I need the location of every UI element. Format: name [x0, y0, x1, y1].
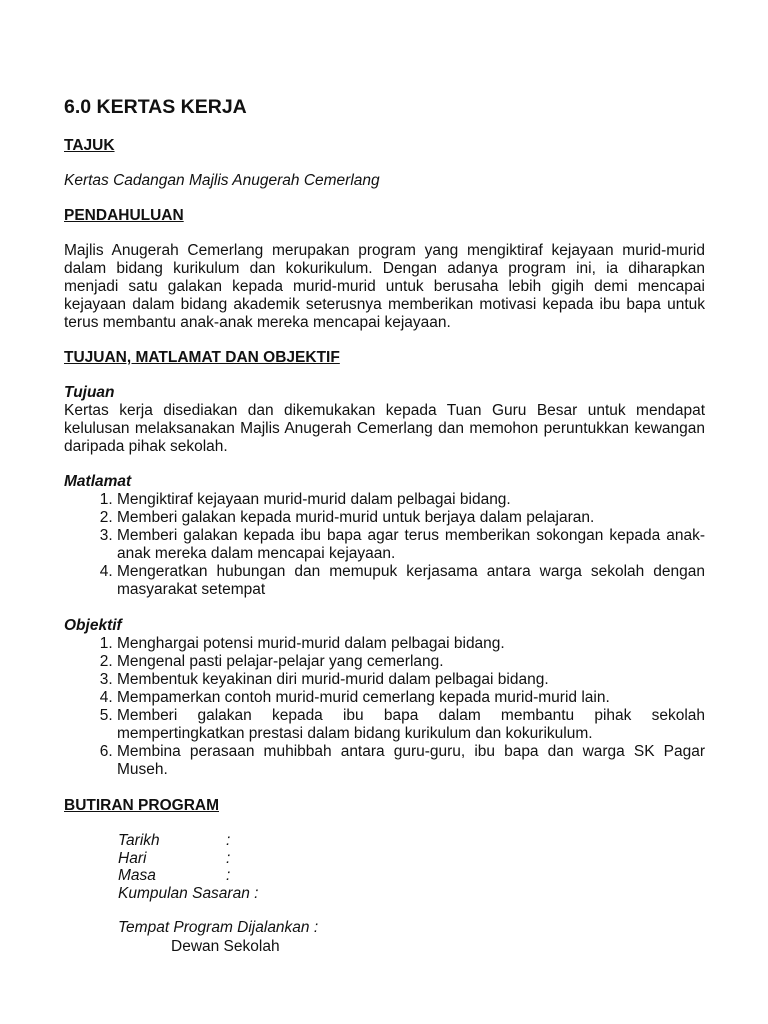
masa-colon: :	[226, 867, 231, 884]
section-pendahuluan-label: PENDAHULUAN	[64, 207, 184, 224]
section-tujuan-label: TUJUAN, MATLAMAT DAN OBJEKTIF	[64, 349, 340, 366]
hari-colon: :	[226, 849, 231, 867]
list-item: 2. Memberi galakan kepada murid-murid untuk berjaya dalam pelajaran.	[117, 509, 705, 527]
tarikh-label: Tarikh	[118, 832, 160, 849]
list-item: 4. Mempamerkan contoh murid-murid cemerlang kepada murid-murid lain.	[117, 689, 705, 707]
detail-row-hari	[118, 850, 705, 868]
pendahuluan-paragraph: Majlis Anugerah Cemerlang merupakan program yang mengiktiraf kejayaan murid-murid dalam bidang kurikulum dan kokurikulum. Dengan adanya program ini, ia diharapkan menjadi satu galakan kepada murid-murid untuk berusaha lebih gigih demi mencapai kejayaan dalam bidang akademik seterusnya memberikan motivasi kepada ibu bapa untuk terus membantu anak-anak mereka mencapai kejayaan.	[64, 242, 705, 331]
list-item: 3. Membentuk keyakinan diri murid-murid dalam pelbagai bidang.	[117, 671, 705, 689]
document-heading: 6.0 KERTAS KERJA	[64, 96, 247, 118]
objektif-sublabel: Objektif	[64, 617, 122, 634]
detail-spacer	[118, 902, 705, 919]
proposal-title: Kertas Cadangan Majlis Anugerah Cemerlang	[64, 172, 380, 189]
kumpulan-sasaran-label: Kumpulan Sasaran :	[118, 884, 259, 902]
tujuan-sublabel: Tujuan	[64, 384, 115, 401]
matlamat-sublabel: Matlamat	[64, 473, 132, 490]
tempat-value: Dewan Sekolah	[171, 937, 280, 955]
program-details	[118, 832, 705, 956]
list-item: 6. Membina perasaan muhibbah antara guru-guru, ibu bapa dan warga SK Pagar Museh.	[117, 743, 705, 779]
objektif-list	[64, 635, 705, 779]
section-butiran-label: BUTIRAN PROGRAM	[64, 797, 219, 814]
detail-row-kumpulan	[118, 885, 705, 903]
list-item: 5. Memberi galakan kepada ibu bapa dalam membantu pihak sekolah mempertingkatkan prestasi dalam bidang kurikulum dan kokurikulum.	[117, 707, 705, 743]
section-tajuk-label: TAJUK	[64, 137, 115, 154]
detail-row-tarikh	[118, 832, 705, 850]
tempat-label: Tempat Program Dijalankan :	[118, 919, 319, 936]
list-item: 1. Menghargai potensi murid-murid dalam pelbagai bidang.	[117, 635, 705, 653]
tarikh-colon: :	[226, 832, 231, 849]
list-item: 4. Mengeratkan hubungan dan memupuk kerjasama antara warga sekolah dengan masyarakat setempat	[117, 563, 705, 599]
detail-row-masa	[118, 867, 705, 885]
hari-label: Hari	[118, 849, 147, 867]
detail-row-tempat	[118, 919, 705, 937]
masa-label: Masa	[118, 867, 156, 884]
list-item: 3. Memberi galakan kepada ibu bapa agar terus memberikan sokongan kepada anak-anak mereka dalam mencapai kejayaan.	[117, 527, 705, 563]
tujuan-paragraph: Kertas kerja disediakan dan dikemukakan kepada Tuan Guru Besar untuk mendapat kelulusan melaksanakan Majlis Anugerah Cemerlang dan memohon peruntukkan kewangan daripada pihak sekolah.	[64, 402, 705, 455]
matlamat-list	[64, 491, 705, 599]
list-item: 1. Mengiktiraf kejayaan murid-murid dalam pelbagai bidang.	[117, 491, 705, 509]
list-item: 2. Mengenal pasti pelajar-pelajar yang cemerlang.	[117, 653, 705, 671]
